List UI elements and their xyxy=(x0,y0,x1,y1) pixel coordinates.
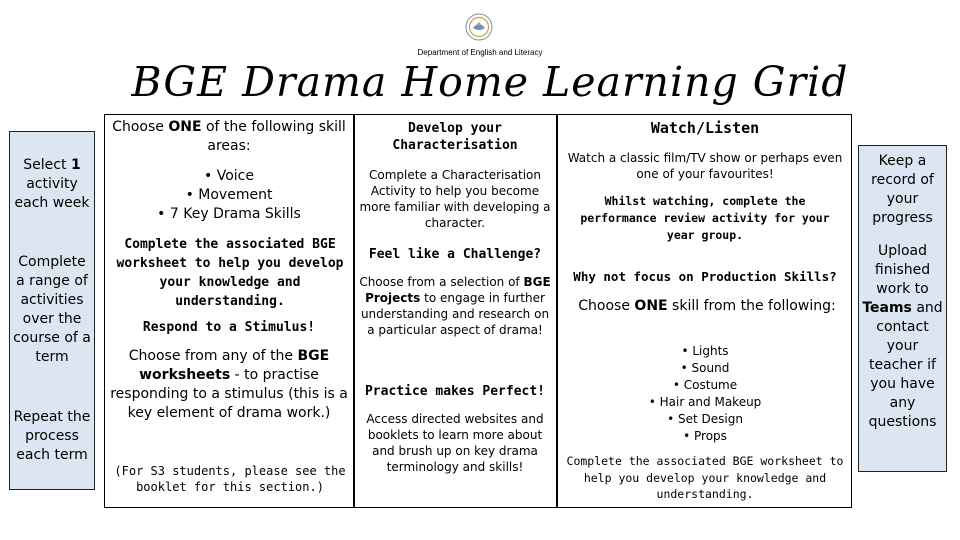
production-skill-item: • Set Design xyxy=(560,411,850,428)
right-instructions-box xyxy=(858,145,947,472)
watch-text: Watch a classic film/TV show or perhaps even one of your favourites! xyxy=(567,151,843,181)
challenge-heading: Feel like a Challenge? xyxy=(368,247,542,262)
characterisation-text: Complete a Characterisation Activity to help you become more familiar with developing a character. xyxy=(359,168,551,230)
stimulus-text: Choose from any of the BGE worksheets - to practise responding to a stimulus (this is a key element of drama work.) xyxy=(110,348,348,421)
skill-areas-intro: Choose ONE of the following skill areas: xyxy=(112,119,346,154)
production-skill-item: • Props xyxy=(560,428,850,445)
instruction-select: Select 1 activity each week xyxy=(14,157,90,212)
skill-item: • Voice xyxy=(108,167,350,186)
instruction-range: Complete a range of activities over the course of a term xyxy=(13,254,91,366)
school-logo xyxy=(464,12,494,42)
grid-divider-2 xyxy=(556,114,558,508)
col3-worksheet-text: Complete the associated BGE worksheet to help you develop your knowledge and understanding. xyxy=(566,454,844,501)
page-title: BGE Drama Home Learning Grid xyxy=(131,58,849,106)
left-instructions-box xyxy=(9,131,95,490)
production-skills-list xyxy=(560,343,850,445)
production-skill-item: • Sound xyxy=(560,360,850,377)
department-label: Department of English and Literacy xyxy=(417,48,543,57)
practice-text: Access directed websites and booklets to learn more about and brush up on key drama terminology and skills! xyxy=(366,412,544,474)
watch-listen-heading: Watch/Listen xyxy=(650,119,760,137)
practice-heading: Practice makes Perfect! xyxy=(364,384,545,399)
production-skill-item: • Hair and Makeup xyxy=(560,394,850,411)
production-skill-item: • Costume xyxy=(560,377,850,394)
s3-note: (For S3 students, please see the booklet for this section.) xyxy=(114,464,346,494)
challenge-text: Choose from a selection of BGE Projects to engage in further understanding and research on a particular aspect of drama! xyxy=(359,275,551,337)
characterisation-heading: Develop your Characterisation xyxy=(392,121,518,153)
production-heading: Why not focus on Production Skills? xyxy=(573,269,837,284)
production-skill-item: • Lights xyxy=(560,343,850,360)
production-choose-text: Choose ONE skill from the following: xyxy=(578,298,836,314)
skill-item: • 7 Key Drama Skills xyxy=(108,205,350,224)
grid-divider-1 xyxy=(353,114,355,508)
instruction-repeat: Repeat the process each term xyxy=(13,408,91,463)
skill-item: • Movement xyxy=(108,186,350,205)
skill-areas-list xyxy=(108,167,350,224)
instruction-upload: Upload finished work to Teams and contact your teacher if you have any questions xyxy=(862,243,943,430)
col1-worksheet-text: Complete the associated BGE worksheet to help you develop your knowledge and understanding. xyxy=(116,237,344,309)
stimulus-heading: Respond to a Stimulus! xyxy=(142,320,316,335)
instruction-record: Keep a record of your progress xyxy=(871,153,934,226)
review-text: Whilst watching, complete the performance review activity for your year group. xyxy=(580,194,830,242)
